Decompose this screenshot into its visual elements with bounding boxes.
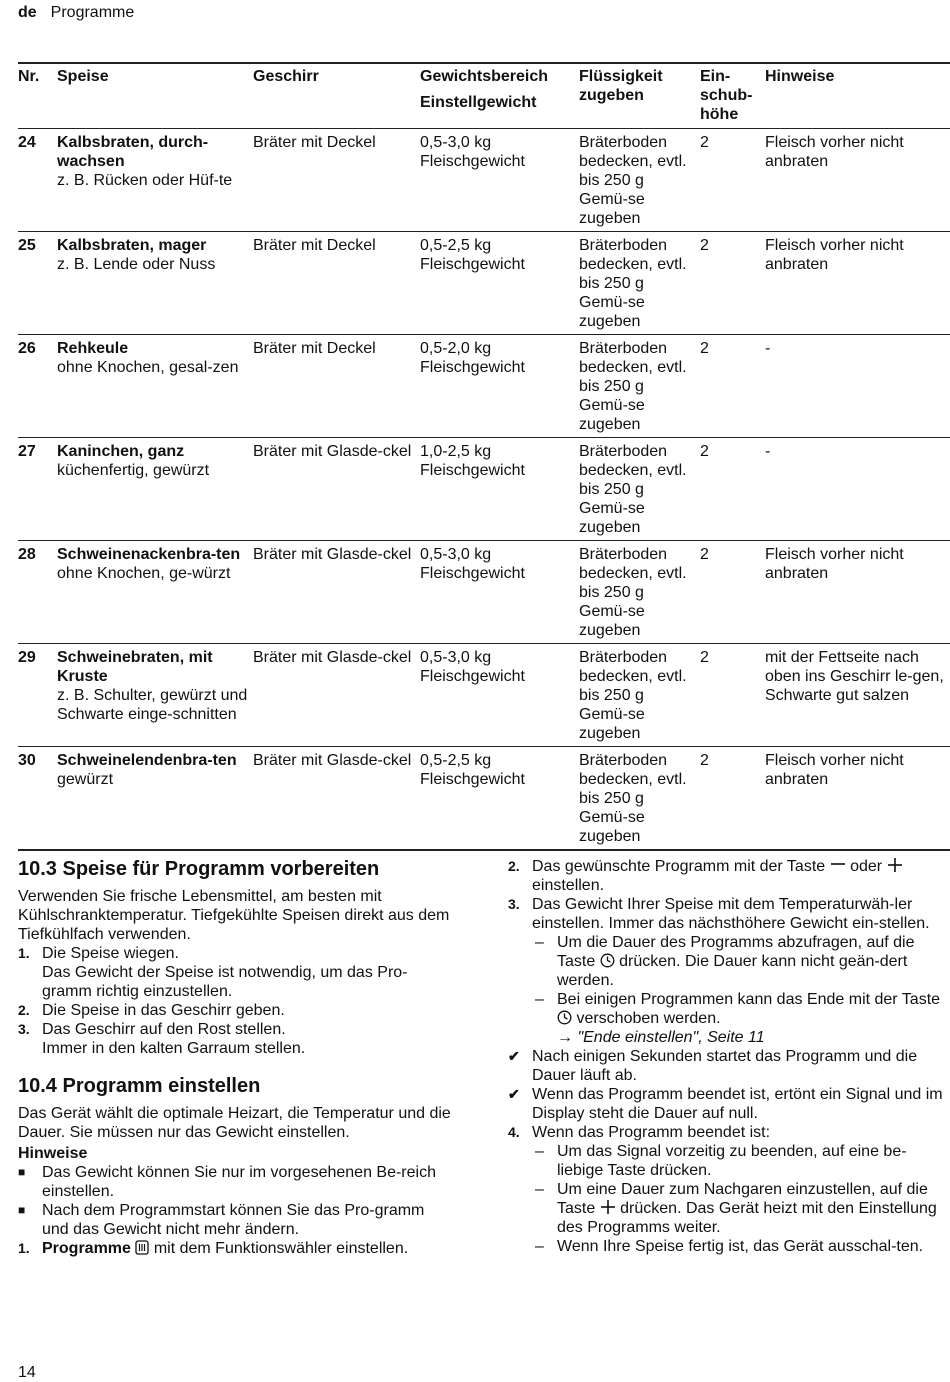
note-1: ■ Das Gewicht können Sie nur im vorgesehenen Be-reich einstellen. xyxy=(18,1164,436,1200)
row-fluessigkeit: Bräterboden bedecken, evtl. bis 250 g Gemü-se zugeben xyxy=(579,134,687,227)
table-row xyxy=(18,438,950,541)
step-2-select: 2. Das gewünschte Programm mit der Taste oder einstellen. xyxy=(508,857,944,895)
row-einschubhoehe: 2 xyxy=(700,340,709,357)
table-row xyxy=(18,232,950,335)
minus-icon xyxy=(830,858,846,870)
row-einschubhoehe: 2 xyxy=(700,443,709,460)
page-header xyxy=(18,3,134,22)
row-hinweis: mit der Fettseite nach oben ins Geschirr le-gen, Schwarte gut salzen xyxy=(765,649,944,704)
row-geschirr: Bräter mit Glasde-ckel xyxy=(253,752,412,769)
row-gewicht: 0,5-2,5 kg Fleischgewicht xyxy=(420,752,525,788)
row-hinweis: - xyxy=(765,443,771,460)
dish-name: Schweinenackenbra-ten xyxy=(57,546,241,563)
step-1-program: 1. Programme mit dem Funktionswähler einstellen. xyxy=(18,1240,409,1257)
program-icon xyxy=(135,1240,149,1255)
row-nr: 30 xyxy=(18,752,36,769)
row-fluessigkeit: Bräterboden bedecken, evtl. bis 250 g Gemü-se zugeben xyxy=(579,340,687,433)
row-gewicht: 1,0-2,5 kg Fleischgewicht xyxy=(420,443,525,479)
note-2: ■ Nach dem Programmstart können Sie das Pro-gramm und das Gewicht nicht mehr ändern. xyxy=(18,1202,425,1238)
row-einschubhoehe: 2 xyxy=(700,546,709,563)
step-2: 2. Die Speise in das Geschirr geben. xyxy=(18,1002,285,1019)
row-gewicht: 0,5-3,0 kg Fleischgewicht xyxy=(420,134,525,170)
dish-description: ohne Knochen, gesal-zen xyxy=(57,359,239,376)
step-1-detail: Das Gewicht der Speise ist notwendig, um das Pro-gramm richtig einzustellen. xyxy=(42,964,408,1000)
row-speise xyxy=(57,335,253,438)
row-geschirr: Bräter mit Glasde-ckel xyxy=(253,649,412,666)
table-row xyxy=(18,129,950,232)
row-einschubhoehe: 2 xyxy=(700,752,709,769)
row-speise xyxy=(57,232,253,335)
row-hinweis: Fleisch vorher nicht anbraten xyxy=(765,546,904,582)
dash-item-3: – Um das Signal vorzeitig zu beenden, auf eine be-liebige Taste drücken. xyxy=(535,1143,907,1179)
header-gewicht xyxy=(420,63,579,129)
dish-description: z. B. Rücken oder Hüf-te xyxy=(57,172,233,189)
row-fluessigkeit: Bräterboden bedecken, evtl. bis 250 g Gemü-se zugeben xyxy=(579,237,687,330)
step-4: 4. Wenn das Programm beendet ist: xyxy=(508,1124,771,1141)
row-fluessigkeit: Bräterboden bedecken, evtl. bis 250 g Gemü-se zugeben xyxy=(579,649,687,742)
plus-icon xyxy=(887,857,903,873)
header-geschirr: Geschirr xyxy=(253,68,319,85)
dish-description: z. B. Schulter, gewürzt und Schwarte einge-schnitten xyxy=(57,687,248,723)
row-speise xyxy=(57,541,253,644)
row-nr: 29 xyxy=(18,649,36,666)
row-einschubhoehe: 2 xyxy=(700,649,709,666)
right-column xyxy=(508,857,944,1256)
row-geschirr: Bräter mit Deckel xyxy=(253,134,376,151)
row-speise xyxy=(57,747,253,851)
result-2: ✔ Wenn das Programm beendet ist, ertönt ein Signal und im Display steht die Dauer auf null. xyxy=(508,1086,943,1122)
row-geschirr: Bräter mit Deckel xyxy=(253,237,376,254)
header-einschubhoehe: Ein-schub-höhe xyxy=(700,68,753,123)
cross-reference-link[interactable]: → "Ende einstellen", Seite 11 xyxy=(557,1029,765,1046)
bullet-icon: ■ xyxy=(18,1165,26,1179)
dish-description: küchenfertig, gewürzt xyxy=(57,462,210,479)
row-einschubhoehe: 2 xyxy=(700,134,709,151)
table-row xyxy=(18,644,950,747)
check-icon: ✔ xyxy=(508,1048,520,1064)
row-speise xyxy=(57,438,253,541)
row-nr: 25 xyxy=(18,237,36,254)
header-hinweise: Hinweise xyxy=(765,68,835,85)
dash-item-4: – Um eine Dauer zum Nachgaren einzustellen, auf die Taste drücken. Das Gerät heizt mit den Einstellung des Programms weiter. xyxy=(535,1181,937,1236)
table-row xyxy=(18,541,950,644)
language-tag: de xyxy=(18,4,37,21)
clock-icon xyxy=(600,953,615,968)
row-speise xyxy=(57,129,253,232)
step-1: 1. Die Speise wiegen. xyxy=(18,945,179,962)
row-gewicht: 0,5-2,5 kg Fleischgewicht xyxy=(420,237,525,273)
header-gewicht-1: Gewichtsbereich xyxy=(420,68,549,85)
row-einschubhoehe: 2 xyxy=(700,237,709,254)
row-geschirr: Bräter mit Glasde-ckel xyxy=(253,443,412,460)
table-row xyxy=(18,335,950,438)
row-hinweis: Fleisch vorher nicht anbraten xyxy=(765,134,904,170)
table-row xyxy=(18,747,950,851)
bullet-icon: ■ xyxy=(18,1203,26,1217)
header-nr: Nr. xyxy=(18,68,40,85)
section-10-3-intro: Verwenden Sie frische Lebensmittel, am besten mit Kühlschranktemperatur. Tiefgekühlte Speisen direkt aus dem Tiefkühlfach verwenden. xyxy=(18,888,450,943)
row-speise xyxy=(57,644,253,747)
dash-item-2: – Bei einigen Programmen kann das Ende mit der Taste verschoben werden. xyxy=(535,991,941,1027)
dish-name: Kalbsbraten, mager xyxy=(57,237,207,254)
header-fluessigkeit: Flüssigkeit zugeben xyxy=(579,68,663,104)
left-column xyxy=(18,857,454,1258)
section-10-3-title: 10.3 Speise für Programm vorbereiten xyxy=(18,858,380,880)
row-hinweis: Fleisch vorher nicht anbraten xyxy=(765,752,904,788)
dish-description: gewürzt xyxy=(57,771,114,788)
row-hinweis: - xyxy=(765,340,771,357)
dish-name: Schweinebraten, mit Kruste xyxy=(57,649,213,685)
dish-name: Kaninchen, ganz xyxy=(57,443,185,460)
plus-icon xyxy=(600,1199,616,1215)
clock-icon xyxy=(557,1010,572,1025)
dish-name: Schweinelendenbra-ten xyxy=(57,752,237,769)
row-hinweis: Fleisch vorher nicht anbraten xyxy=(765,237,904,273)
section-10-4-intro: Das Gerät wählt die optimale Heizart, die Temperatur und die Dauer. Sie müssen nur das Gewicht einstellen. xyxy=(18,1105,451,1141)
result-1: ✔ Nach einigen Sekunden startet das Programm und die Dauer läuft ab. xyxy=(508,1048,918,1084)
dish-description: ohne Knochen, ge-würzt xyxy=(57,565,231,582)
row-geschirr: Bräter mit Glasde-ckel xyxy=(253,546,412,563)
header-speise: Speise xyxy=(57,68,109,85)
hinweise-label: Hinweise xyxy=(18,1145,88,1162)
table-header-row xyxy=(18,63,950,129)
row-gewicht: 0,5-2,0 kg Fleischgewicht xyxy=(420,340,525,376)
row-fluessigkeit: Bräterboden bedecken, evtl. bis 250 g Gemü-se zugeben xyxy=(579,752,687,845)
section-10-4-title: 10.4 Programm einstellen xyxy=(18,1075,261,1097)
header-gewicht-2: Einstellgewicht xyxy=(420,94,537,111)
program-table xyxy=(18,62,950,851)
step-3-detail: Immer in den kalten Garraum stellen. xyxy=(42,1040,306,1057)
row-nr: 27 xyxy=(18,443,36,460)
row-gewicht: 0,5-3,0 kg Fleischgewicht xyxy=(420,649,525,685)
row-nr: 26 xyxy=(18,340,36,357)
row-fluessigkeit: Bräterboden bedecken, evtl. bis 250 g Gemü-se zugeben xyxy=(579,443,687,536)
row-nr: 28 xyxy=(18,546,36,563)
page-number: 14 xyxy=(18,1364,36,1381)
dish-description: z. B. Lende oder Nuss xyxy=(57,256,216,273)
dish-name: Rehkeule xyxy=(57,340,129,357)
dash-item-5: – Wenn Ihre Speise fertig ist, das Gerät ausschal-ten. xyxy=(535,1238,924,1255)
row-fluessigkeit: Bräterboden bedecken, evtl. bis 250 g Gemü-se zugeben xyxy=(579,546,687,639)
dash-item-1: – Um die Dauer des Programms abzufragen, auf die Taste drücken. Die Dauer kann nicht geän-dert werden. xyxy=(535,934,915,989)
row-geschirr: Bräter mit Deckel xyxy=(253,340,376,357)
dish-name: Kalbsbraten, durch-wachsen xyxy=(57,134,209,170)
section-title: Programme xyxy=(50,4,135,21)
check-icon: ✔ xyxy=(508,1086,520,1102)
row-nr: 24 xyxy=(18,134,36,151)
step-3-weight: 3. Das Gewicht Ihrer Speise mit dem Temperaturwäh-ler einstellen. Immer das nächsthöhere Gewicht ein-stellen. xyxy=(508,896,930,932)
step-3: 3. Das Geschirr auf den Rost stellen. xyxy=(18,1021,286,1038)
row-gewicht: 0,5-3,0 kg Fleischgewicht xyxy=(420,546,525,582)
